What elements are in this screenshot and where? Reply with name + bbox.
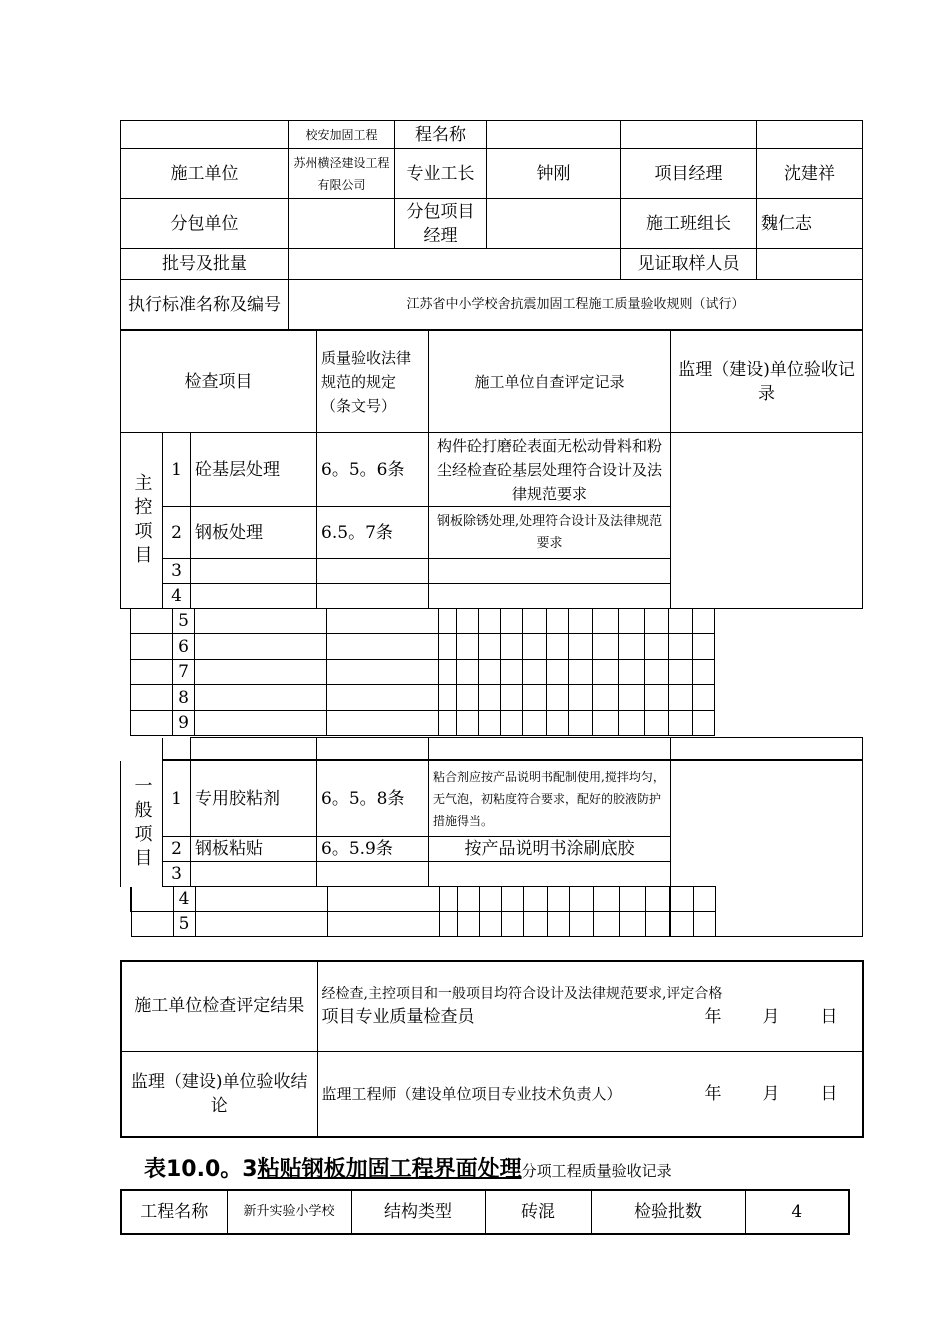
grid-cell xyxy=(131,887,173,912)
grid-cell xyxy=(619,912,645,937)
separator-row xyxy=(162,737,863,760)
item-no: 5 xyxy=(173,912,195,937)
header-table xyxy=(120,120,863,330)
item-name xyxy=(191,559,317,584)
grid-cell xyxy=(457,685,479,711)
project-name-label: 程名称 xyxy=(395,121,487,149)
next-table-header xyxy=(120,1189,850,1235)
grid-cell xyxy=(439,660,457,685)
grid-cell xyxy=(547,711,569,736)
grid-cell xyxy=(479,634,501,660)
self-result-label: 施工单位检查评定结果 xyxy=(121,961,317,1051)
grid-cell xyxy=(479,912,501,937)
pm-value: 沈建祥 xyxy=(757,149,863,199)
grid-cell xyxy=(501,711,523,736)
next-project-name-value: 新升实验小学校 xyxy=(227,1190,351,1234)
item-spec: 6。5。8条 xyxy=(317,761,429,837)
grid-cell xyxy=(569,609,593,634)
date-year: 年 xyxy=(704,1083,722,1104)
date-day: 日 xyxy=(820,1007,838,1028)
witness-label: 见证取样人员 xyxy=(621,249,757,280)
grid-cell xyxy=(523,634,547,660)
grid-cell xyxy=(693,609,715,634)
item-record xyxy=(429,862,671,887)
grid-cell xyxy=(163,738,191,760)
item-spec: 6。5.9条 xyxy=(317,837,429,862)
grid-cell xyxy=(569,887,593,912)
item-record xyxy=(429,584,671,609)
grid-cell xyxy=(457,711,479,736)
next-project-name-label: 工程名称 xyxy=(121,1190,227,1234)
witness-value xyxy=(757,249,863,280)
grid-cell xyxy=(669,609,693,634)
item-no: 9 xyxy=(173,711,195,736)
supervisor-result-label: 监理（建设)单位验收结论 xyxy=(121,1051,317,1137)
grid-cell xyxy=(547,634,569,660)
pm-label: 项目经理 xyxy=(621,149,757,199)
grid-cell xyxy=(593,634,619,660)
next-table-title xyxy=(144,1152,672,1183)
date-day: 日 xyxy=(820,1083,838,1104)
grid-cell xyxy=(191,738,317,760)
grid-cell xyxy=(593,887,619,912)
item-spec: 6。5。6条 xyxy=(317,433,429,507)
grid-cell xyxy=(195,711,327,736)
grid-cell xyxy=(645,711,669,736)
grid-cell xyxy=(693,887,715,912)
grid-cell xyxy=(131,634,173,660)
grid-cell xyxy=(479,887,501,912)
sub-pm-value xyxy=(487,199,621,249)
grid-cell xyxy=(619,609,645,634)
grid-cell xyxy=(523,609,547,634)
item-record: 按产品说明书涂刷底胶 xyxy=(429,837,671,862)
grid-cell xyxy=(457,887,479,912)
grid-cell xyxy=(693,660,715,685)
grid-cell xyxy=(645,660,669,685)
item-no: 1 xyxy=(163,761,191,837)
grid-cell xyxy=(523,685,547,711)
grid-cell xyxy=(501,887,523,912)
grid-cell xyxy=(645,609,669,634)
grid-cell xyxy=(479,685,501,711)
team-leader-value: 魏仁志 xyxy=(757,199,863,249)
subcontract-value xyxy=(289,199,395,249)
grid-cell xyxy=(195,887,327,912)
title-main: 粘贴钢板加固工程界面处理 xyxy=(257,1157,522,1182)
grid-cell xyxy=(669,685,693,711)
structure-value: 砖混 xyxy=(485,1190,591,1234)
item-spec xyxy=(317,584,429,609)
grid-cell xyxy=(439,912,457,937)
grid-cell xyxy=(429,738,671,760)
empty-cell xyxy=(487,121,621,149)
item-no: 4 xyxy=(163,584,191,609)
grid-cell xyxy=(327,660,439,685)
item-no: 6 xyxy=(173,634,195,660)
supervisor-record-main xyxy=(671,433,863,609)
grid-cell xyxy=(439,685,457,711)
grid-cell xyxy=(317,738,429,760)
grid-cell xyxy=(195,609,327,634)
item-name: 钢板处理 xyxy=(191,507,317,559)
grid-cell xyxy=(619,660,645,685)
grid-cell xyxy=(523,887,547,912)
grid-cell xyxy=(457,660,479,685)
supervisor-line xyxy=(322,1082,859,1106)
grid-cell xyxy=(669,912,693,937)
grid-cell xyxy=(131,660,173,685)
grid-cell xyxy=(619,685,645,711)
grid-cell xyxy=(569,634,593,660)
grid-cell xyxy=(501,634,523,660)
grid-cell xyxy=(645,912,669,937)
team-leader-label: 施工班组长 xyxy=(621,199,757,249)
construction-unit-value: 苏州横泾建设工程有限公司 xyxy=(289,149,395,199)
grid-cell xyxy=(619,887,645,912)
col-self-check: 施工单位自查评定记录 xyxy=(429,331,671,433)
item-name xyxy=(191,584,317,609)
grid-cell xyxy=(439,887,457,912)
grid-cell xyxy=(327,609,439,634)
item-no: 3 xyxy=(163,559,191,584)
item-name: 砼基层处理 xyxy=(191,433,317,507)
grid-cell xyxy=(457,634,479,660)
grid-cell xyxy=(645,634,669,660)
supervisor-engineer-label: 监理工程师（建设单位项目专业技术负责人） xyxy=(321,1084,622,1103)
grid-cell xyxy=(669,711,693,736)
item-name: 钢板粘贴 xyxy=(191,837,317,862)
item-spec xyxy=(317,862,429,887)
date-line xyxy=(684,1005,858,1029)
grid-cell xyxy=(593,912,619,937)
grid-cell xyxy=(569,660,593,685)
grid-cell xyxy=(569,912,593,937)
item-record: 构件砼打磨砼表面无松动骨料和粉尘经检查砼基层处理符合设计及法律规范要求 xyxy=(429,433,671,507)
grid-cell xyxy=(645,887,669,912)
date-line xyxy=(684,1082,858,1106)
grid-cell xyxy=(645,685,669,711)
construction-unit-label: 施工单位 xyxy=(121,149,289,199)
grid-cell xyxy=(523,912,547,937)
sub-pm-label: 分包项目经理 xyxy=(395,199,487,249)
grid-cell xyxy=(457,912,479,937)
grid-cell xyxy=(669,660,693,685)
self-result-cell xyxy=(317,961,863,1051)
grid-cell xyxy=(693,912,715,937)
grid-cell xyxy=(669,634,693,660)
offset-rows-main xyxy=(130,608,715,736)
title-suffix: 分项工程质量验收记录 xyxy=(521,1162,672,1180)
grid-cell xyxy=(501,685,523,711)
supervisor-result-cell xyxy=(317,1051,863,1137)
grid-cell xyxy=(671,738,863,760)
grid-cell xyxy=(327,685,439,711)
grid-cell xyxy=(195,660,327,685)
date-year: 年 xyxy=(704,1007,722,1028)
grid-cell xyxy=(569,711,593,736)
grid-cell xyxy=(669,887,693,912)
grid-cell xyxy=(439,609,457,634)
col-supervisor: 监理（建设)单位验收记录 xyxy=(671,331,863,433)
grid-cell xyxy=(195,634,327,660)
grid-cell xyxy=(523,660,547,685)
general-group-label: 一般项目 xyxy=(121,761,163,887)
grid-cell xyxy=(501,660,523,685)
batch-count-value: 4 xyxy=(745,1190,849,1234)
batch-count-label: 检验批数 xyxy=(591,1190,745,1234)
grid-cell xyxy=(593,660,619,685)
grid-cell xyxy=(593,609,619,634)
grid-cell xyxy=(501,912,523,937)
item-no: 7 xyxy=(173,660,195,685)
grid-cell xyxy=(327,912,439,937)
foreman-label: 专业工长 xyxy=(395,149,487,199)
item-name: 专用胶粘剂 xyxy=(191,761,317,837)
item-spec: 6.5。7条 xyxy=(317,507,429,559)
title-prefix: 表10.0。3 xyxy=(144,1157,258,1182)
date-month: 月 xyxy=(762,1083,780,1104)
grid-cell xyxy=(693,711,715,736)
grid-cell xyxy=(479,711,501,736)
grid-cell xyxy=(195,685,327,711)
grid-cell xyxy=(547,660,569,685)
project-name-value: 校安加固工程 xyxy=(289,121,395,149)
grid-cell xyxy=(131,711,173,736)
grid-cell xyxy=(195,912,327,937)
col-spec: 质量验收法律规范的规定（条文号） xyxy=(317,331,429,433)
batch-label: 批号及批量 xyxy=(121,249,289,280)
grid-cell xyxy=(501,609,523,634)
grid-cell xyxy=(131,609,173,634)
grid-cell xyxy=(439,634,457,660)
grid-cell xyxy=(327,634,439,660)
empty-cell xyxy=(621,121,757,149)
inspector-label: 项目专业质量检查员 xyxy=(321,1007,475,1028)
grid-cell xyxy=(547,912,569,937)
grid-cell xyxy=(547,685,569,711)
grid-cell xyxy=(327,887,439,912)
grid-cell xyxy=(131,685,173,711)
structure-label: 结构类型 xyxy=(351,1190,485,1234)
grid-cell xyxy=(619,634,645,660)
main-group-label: 主控项目 xyxy=(121,433,163,609)
grid-cell xyxy=(439,711,457,736)
standard-value: 江苏省中小学校舍抗震加固工程施工质量验收规则（试行） xyxy=(289,280,863,330)
item-record xyxy=(429,559,671,584)
foreman-value: 钟刚 xyxy=(487,149,621,199)
header-blank-cell xyxy=(121,121,289,149)
item-record: 粘合剂应按产品说明书配制使用,搅拌均匀，无气泡，初粘度符合要求，配好的胶液防护措施得当。 xyxy=(429,761,671,837)
self-result-text: 经检查,主控项目和一般项目均符合设计及法律规范要求,评定合格 xyxy=(321,986,723,1003)
item-no: 8 xyxy=(173,685,195,711)
grid-cell xyxy=(523,711,547,736)
item-record: 钢板除锈处理,处理符合设计及法律规范要求 xyxy=(429,507,671,559)
grid-cell xyxy=(131,912,173,937)
check-items-table xyxy=(120,330,863,609)
col-check-item: 检查项目 xyxy=(121,331,317,433)
item-no: 5 xyxy=(173,609,195,634)
grid-cell xyxy=(593,711,619,736)
empty-cell xyxy=(757,121,863,149)
grid-cell xyxy=(593,685,619,711)
result-table xyxy=(120,960,864,1138)
inspector-line xyxy=(322,1005,859,1029)
grid-cell xyxy=(569,685,593,711)
grid-cell xyxy=(327,711,439,736)
grid-cell xyxy=(479,609,501,634)
grid-cell xyxy=(619,711,645,736)
offset-rows-general xyxy=(130,886,716,937)
grid-cell xyxy=(457,609,479,634)
item-no: 2 xyxy=(163,837,191,862)
batch-value xyxy=(289,249,621,280)
item-no: 2 xyxy=(163,507,191,559)
grid-cell xyxy=(479,660,501,685)
standard-label: 执行标准名称及编号 xyxy=(121,280,289,330)
item-spec xyxy=(317,559,429,584)
grid-cell xyxy=(547,887,569,912)
grid-cell xyxy=(693,634,715,660)
grid-cell xyxy=(547,609,569,634)
date-month: 月 xyxy=(762,1007,780,1028)
item-no: 1 xyxy=(163,433,191,507)
grid-cell xyxy=(693,685,715,711)
item-no: 3 xyxy=(163,862,191,887)
item-no: 4 xyxy=(173,887,195,912)
subcontract-label: 分包单位 xyxy=(121,199,289,249)
item-name xyxy=(191,862,317,887)
